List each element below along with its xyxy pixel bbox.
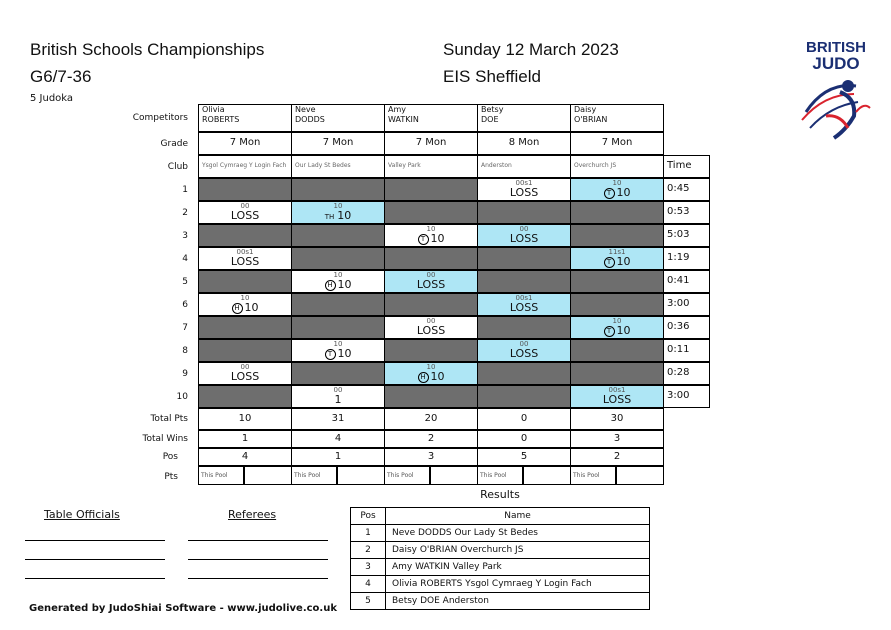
match-cell bbox=[570, 224, 664, 247]
match-score: 00s1 bbox=[515, 294, 533, 302]
match-cell bbox=[198, 339, 292, 362]
match-number: 8 bbox=[182, 346, 188, 356]
competitor-first-name: Olivia bbox=[202, 105, 225, 114]
match-result bbox=[478, 186, 570, 200]
match-time: 0:45 bbox=[663, 178, 710, 201]
match-number: 7 bbox=[182, 323, 188, 333]
match-cell bbox=[384, 316, 478, 339]
match-score: 10 bbox=[612, 317, 622, 325]
match-cell bbox=[477, 224, 571, 247]
match-result bbox=[292, 278, 384, 292]
competitor-last-name: ROBERTS bbox=[202, 115, 240, 124]
competitor-last-name: DODDS bbox=[295, 115, 325, 124]
result-value: 10 bbox=[616, 255, 631, 268]
result-name: Daisy O'BRIAN Overchurch JS bbox=[386, 542, 650, 559]
match-cell bbox=[291, 201, 385, 224]
competitors-label: Competitors bbox=[132, 113, 188, 123]
results-row bbox=[351, 593, 650, 610]
event-venue: EIS Sheffield bbox=[443, 67, 541, 86]
match-score: 10 bbox=[240, 294, 250, 302]
logo-text-line1: BRITISH bbox=[806, 39, 866, 56]
technique-icon: H bbox=[232, 303, 243, 314]
match-cell bbox=[477, 385, 571, 408]
match-cell bbox=[477, 270, 571, 293]
pool-points: This Pool bbox=[384, 466, 430, 485]
match-score: 10 bbox=[426, 363, 436, 371]
result-value: 10 bbox=[616, 186, 631, 199]
match-result bbox=[199, 301, 291, 315]
result-value: 10 bbox=[337, 347, 352, 360]
match-time: 0:11 bbox=[663, 339, 710, 362]
event-date: Sunday 12 March 2023 bbox=[443, 40, 619, 59]
match-cell bbox=[384, 247, 478, 270]
competitor-club: Overchurch JS bbox=[570, 155, 664, 178]
technique-tag: TH bbox=[324, 213, 335, 221]
match-result bbox=[571, 393, 663, 407]
match-number: 1 bbox=[182, 185, 188, 195]
match-cell bbox=[477, 178, 571, 201]
match-cell bbox=[570, 178, 664, 201]
match-cell bbox=[384, 293, 478, 316]
match-result bbox=[571, 324, 663, 338]
results-table bbox=[350, 507, 650, 610]
competitor-name-cell bbox=[570, 104, 664, 132]
competitor-name-cell bbox=[291, 104, 385, 132]
match-time: 3:00 bbox=[663, 293, 710, 316]
match-cell bbox=[198, 224, 292, 247]
result-position: 4 bbox=[351, 576, 386, 593]
results-row bbox=[351, 542, 650, 559]
results-row bbox=[351, 576, 650, 593]
pos-label: Pos bbox=[162, 452, 178, 462]
match-cell bbox=[477, 339, 571, 362]
competitor-club: Our Lady St Bedes bbox=[291, 155, 385, 178]
match-score: 00 bbox=[426, 317, 436, 325]
match-result bbox=[199, 370, 291, 384]
match-result bbox=[385, 324, 477, 338]
match-time: 3:00 bbox=[663, 385, 710, 408]
match-score: 10 bbox=[612, 179, 622, 187]
position: 2 bbox=[570, 448, 664, 466]
match-result bbox=[385, 232, 477, 246]
competitor-club: Anderston bbox=[477, 155, 571, 178]
match-score: 00 bbox=[426, 271, 436, 279]
match-cell bbox=[384, 339, 478, 362]
club-label: Club bbox=[167, 162, 188, 172]
logo-text-line2: JUDO bbox=[812, 54, 860, 73]
match-number: 4 bbox=[182, 254, 188, 264]
result-position: 1 bbox=[351, 525, 386, 542]
referees-heading: Referees bbox=[228, 508, 277, 521]
match-cell bbox=[198, 316, 292, 339]
grade-label: Grade bbox=[160, 139, 188, 149]
match-result bbox=[199, 209, 291, 223]
result-value: LOSS bbox=[230, 255, 260, 268]
signature-line bbox=[25, 559, 165, 560]
pool-points: This Pool bbox=[477, 466, 523, 485]
competitor-last-name: WATKIN bbox=[388, 115, 419, 124]
pool-points: This Pool bbox=[291, 466, 337, 485]
result-position: 3 bbox=[351, 559, 386, 576]
match-score: 00 bbox=[519, 340, 529, 348]
pts-label: Pts bbox=[164, 472, 178, 482]
results-title: Results bbox=[480, 488, 520, 501]
result-value: LOSS bbox=[509, 232, 539, 245]
match-score: 10 bbox=[333, 202, 343, 210]
match-score: 00 bbox=[240, 363, 250, 371]
signature-line bbox=[188, 578, 328, 579]
signature-line bbox=[188, 540, 328, 541]
footer-credit: Generated by JudoShiai Software - www.judolive.co.uk bbox=[29, 603, 337, 614]
result-value: 10 bbox=[430, 370, 445, 383]
match-result bbox=[292, 347, 384, 361]
total-wins: 2 bbox=[384, 430, 478, 448]
match-cell bbox=[477, 201, 571, 224]
pool-points-blank bbox=[616, 466, 664, 485]
match-cell bbox=[384, 224, 478, 247]
result-value: LOSS bbox=[509, 301, 539, 314]
total-wins-label: Total Wins bbox=[142, 434, 188, 444]
competitor-grade: 7 Mon bbox=[198, 132, 292, 155]
result-value: LOSS bbox=[230, 209, 260, 222]
judoka-count: 5 Judoka bbox=[30, 93, 74, 104]
competitor-first-name: Amy bbox=[388, 105, 406, 114]
total-points: 30 bbox=[570, 408, 664, 430]
results-row bbox=[351, 559, 650, 576]
match-result bbox=[571, 186, 663, 200]
total-wins: 0 bbox=[477, 430, 571, 448]
match-cell bbox=[291, 385, 385, 408]
match-number: 10 bbox=[176, 392, 188, 402]
match-cell bbox=[384, 178, 478, 201]
match-cell bbox=[384, 385, 478, 408]
match-cell bbox=[291, 293, 385, 316]
result-name: Olivia ROBERTS Ysgol Cymraeg Y Login Fach bbox=[386, 576, 650, 593]
position: 5 bbox=[477, 448, 571, 466]
match-cell bbox=[198, 385, 292, 408]
match-cell bbox=[477, 293, 571, 316]
match-time: 0:28 bbox=[663, 362, 710, 385]
total-pts-label: Total Pts bbox=[150, 414, 188, 424]
result-value: 10 bbox=[337, 278, 352, 291]
match-cell bbox=[198, 293, 292, 316]
competitor-last-name: DOE bbox=[481, 115, 499, 124]
match-cell bbox=[477, 247, 571, 270]
total-points: 20 bbox=[384, 408, 478, 430]
match-cell bbox=[570, 316, 664, 339]
match-result bbox=[478, 232, 570, 246]
match-cell bbox=[291, 270, 385, 293]
total-points: 0 bbox=[477, 408, 571, 430]
total-wins: 1 bbox=[198, 430, 292, 448]
match-result bbox=[292, 393, 384, 407]
match-number: 2 bbox=[182, 208, 188, 218]
match-cell bbox=[570, 385, 664, 408]
technique-icon: T bbox=[604, 257, 615, 268]
match-result bbox=[571, 255, 663, 269]
result-name: Amy WATKIN Valley Park bbox=[386, 559, 650, 576]
result-value: LOSS bbox=[416, 278, 446, 291]
match-cell bbox=[198, 362, 292, 385]
match-result bbox=[478, 301, 570, 315]
competitor-name-cell bbox=[477, 104, 571, 132]
match-cell bbox=[384, 270, 478, 293]
match-number: 5 bbox=[182, 277, 188, 287]
event-title: British Schools Championships bbox=[30, 40, 265, 59]
results-row bbox=[351, 525, 650, 542]
result-value: 10 bbox=[244, 301, 259, 314]
match-cell bbox=[198, 270, 292, 293]
position: 1 bbox=[291, 448, 385, 466]
match-cell bbox=[291, 247, 385, 270]
match-cell bbox=[198, 178, 292, 201]
result-value: LOSS bbox=[230, 370, 260, 383]
results-pos-header: Pos bbox=[351, 508, 386, 525]
match-cell bbox=[384, 362, 478, 385]
total-wins: 4 bbox=[291, 430, 385, 448]
signature-line bbox=[25, 578, 165, 579]
technique-icon: T bbox=[604, 188, 615, 199]
pool-points-blank bbox=[244, 466, 292, 485]
competitor-name-cell bbox=[384, 104, 478, 132]
match-result bbox=[199, 255, 291, 269]
competitor-club: Valley Park bbox=[384, 155, 478, 178]
result-value: LOSS bbox=[509, 347, 539, 360]
technique-icon: H bbox=[325, 280, 336, 291]
match-time: 0:53 bbox=[663, 201, 710, 224]
match-cell bbox=[570, 270, 664, 293]
result-name: Betsy DOE Anderston bbox=[386, 593, 650, 610]
result-value: LOSS bbox=[509, 186, 539, 199]
technique-icon: T bbox=[418, 234, 429, 245]
match-score: 10 bbox=[333, 271, 343, 279]
result-value: LOSS bbox=[602, 393, 632, 406]
match-cell bbox=[477, 316, 571, 339]
match-result bbox=[478, 347, 570, 361]
judoka-emblem-icon bbox=[796, 72, 876, 144]
match-score: 00s1 bbox=[608, 386, 626, 394]
match-number: 6 bbox=[182, 300, 188, 310]
total-wins: 3 bbox=[570, 430, 664, 448]
technique-icon: T bbox=[604, 326, 615, 337]
match-score: 11s1 bbox=[608, 248, 626, 256]
results-name-header: Name bbox=[386, 508, 650, 525]
result-value: LOSS bbox=[416, 324, 446, 337]
signature-line bbox=[25, 540, 165, 541]
result-name: Neve DODDS Our Lady St Bedes bbox=[386, 525, 650, 542]
signature-line bbox=[188, 559, 328, 560]
result-value: 10 bbox=[337, 209, 352, 222]
time-header: Time bbox=[663, 155, 710, 178]
technique-icon: T bbox=[325, 349, 336, 360]
match-cell bbox=[291, 178, 385, 201]
match-score: 00 bbox=[519, 225, 529, 233]
match-cell bbox=[570, 362, 664, 385]
table-officials-heading: Table Officials bbox=[44, 508, 120, 521]
result-value: 10 bbox=[616, 324, 631, 337]
match-cell bbox=[198, 247, 292, 270]
pool-points-blank bbox=[430, 466, 478, 485]
match-cell bbox=[570, 293, 664, 316]
match-number: 9 bbox=[182, 369, 188, 379]
match-score: 00 bbox=[333, 386, 343, 394]
competitor-name-cell bbox=[198, 104, 292, 132]
pool-points-blank bbox=[337, 466, 385, 485]
match-result bbox=[385, 278, 477, 292]
results-header-row bbox=[351, 508, 650, 525]
match-result bbox=[385, 370, 477, 384]
match-cell bbox=[291, 316, 385, 339]
competitor-first-name: Daisy bbox=[574, 105, 597, 114]
match-cell bbox=[384, 201, 478, 224]
match-cell bbox=[291, 224, 385, 247]
match-cell bbox=[570, 339, 664, 362]
competitor-first-name: Neve bbox=[295, 105, 316, 114]
competitor-club: Ysgol Cymraeg Y Login Fach bbox=[198, 155, 292, 178]
match-time: 1:19 bbox=[663, 247, 710, 270]
category-label: G6/7-36 bbox=[30, 67, 92, 86]
total-points: 31 bbox=[291, 408, 385, 430]
competitor-grade: 7 Mon bbox=[291, 132, 385, 155]
match-score: 00s1 bbox=[515, 179, 533, 187]
pool-points: This Pool bbox=[198, 466, 244, 485]
competitor-first-name: Betsy bbox=[481, 105, 504, 114]
competitor-grade: 7 Mon bbox=[570, 132, 664, 155]
result-position: 5 bbox=[351, 593, 386, 610]
competitor-last-name: O'BRIAN bbox=[574, 115, 608, 124]
pool-points: This Pool bbox=[570, 466, 616, 485]
match-score: 10 bbox=[333, 340, 343, 348]
pool-points-blank bbox=[523, 466, 571, 485]
total-points: 10 bbox=[198, 408, 292, 430]
match-time: 0:41 bbox=[663, 270, 710, 293]
match-cell bbox=[570, 247, 664, 270]
competitor-grade: 8 Mon bbox=[477, 132, 571, 155]
match-score: 10 bbox=[426, 225, 436, 233]
result-position: 2 bbox=[351, 542, 386, 559]
competitor-grade: 7 Mon bbox=[384, 132, 478, 155]
british-judo-logo bbox=[796, 40, 876, 148]
position: 3 bbox=[384, 448, 478, 466]
match-score: 00 bbox=[240, 202, 250, 210]
match-score: 00s1 bbox=[236, 248, 254, 256]
match-time: 5:03 bbox=[663, 224, 710, 247]
match-cell bbox=[291, 339, 385, 362]
match-cell bbox=[198, 201, 292, 224]
match-cell bbox=[570, 201, 664, 224]
match-time: 0:36 bbox=[663, 316, 710, 339]
match-result bbox=[292, 209, 384, 224]
result-value: 10 bbox=[430, 232, 445, 245]
position: 4 bbox=[198, 448, 292, 466]
match-cell bbox=[291, 362, 385, 385]
technique-icon: H bbox=[418, 372, 429, 383]
result-value: 1 bbox=[334, 393, 342, 406]
match-number: 3 bbox=[182, 231, 188, 241]
match-cell bbox=[477, 362, 571, 385]
